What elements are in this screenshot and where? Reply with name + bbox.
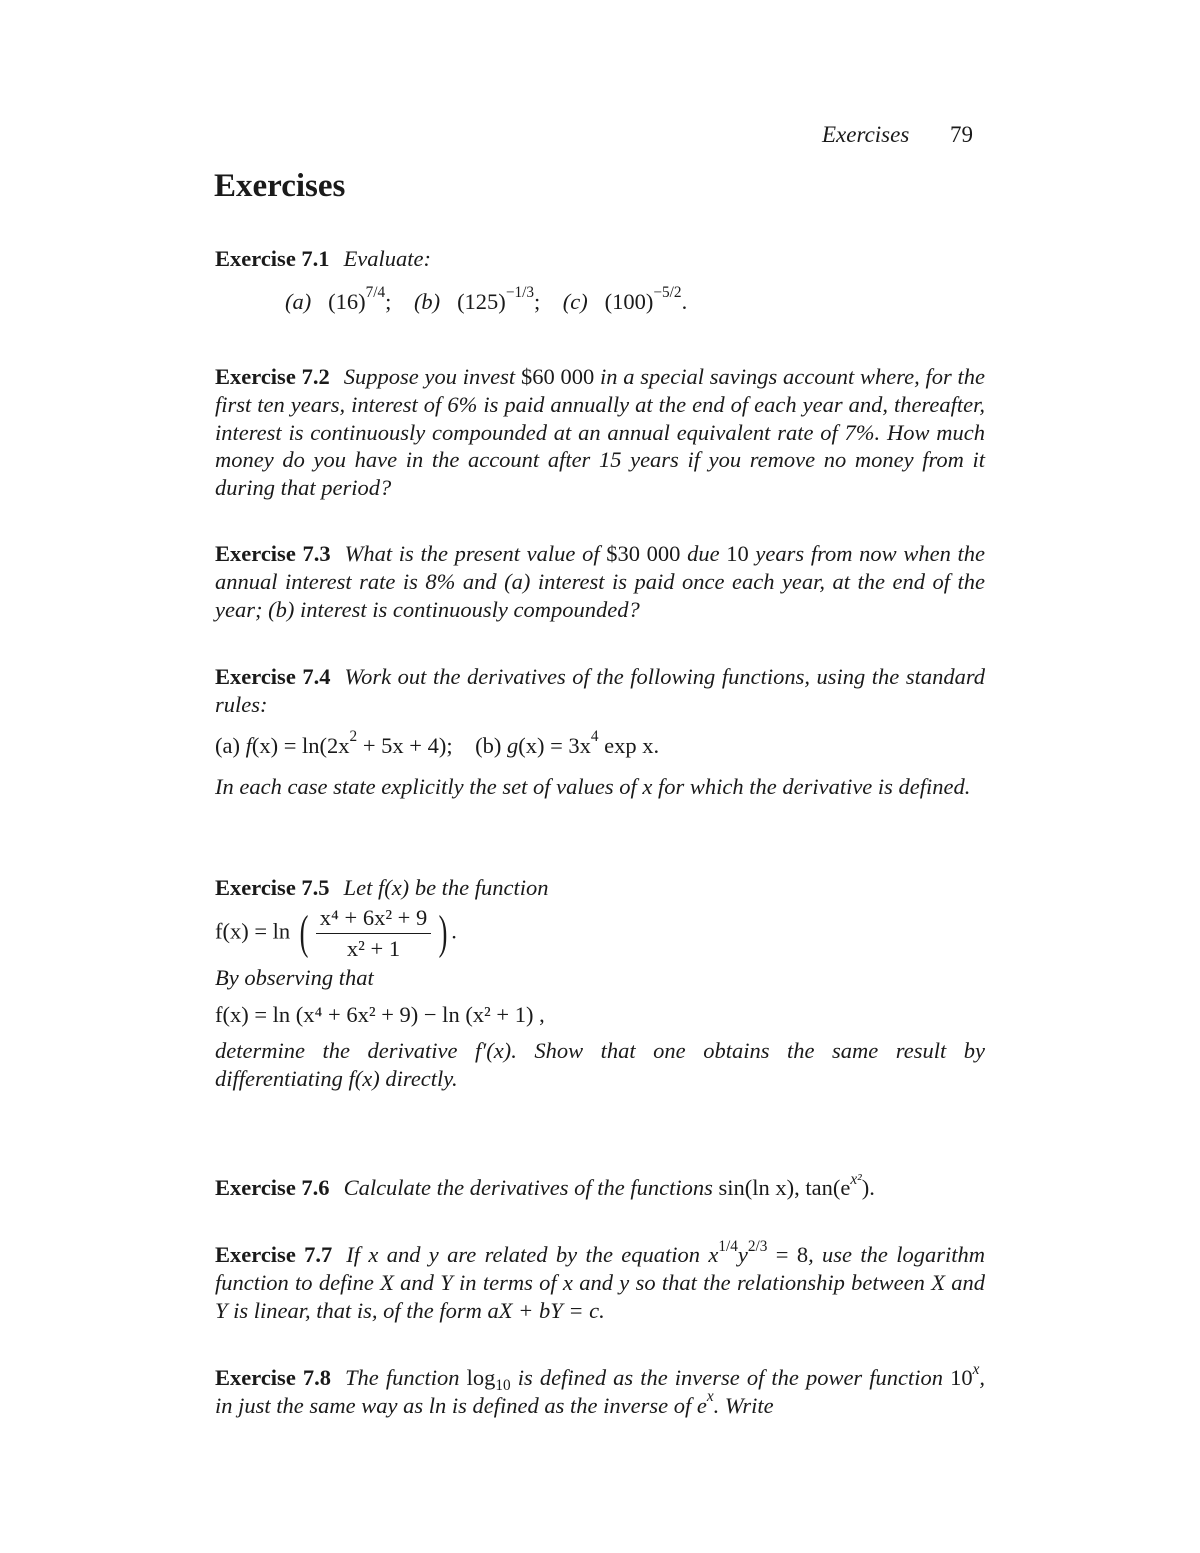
exercise-prompt: Evaluate: — [343, 246, 432, 271]
exercise-label: Exercise 7.8 — [215, 1365, 331, 1390]
display-equation: (a) $(16)^{7/4}$; (b) $(125)^{-1/3}$; (c) $(100)^{-5/2}$. — [285, 284, 688, 314]
exercise-7-8: Exercise 7.8 The function $\log_{10}$ is defined as the inverse of the power function 10$^x$, in just the same way as ln is defined as the inverse of $e^x$. Write — [215, 1360, 985, 1418]
exercise-label: Exercise 7.6 — [215, 1175, 330, 1200]
exercise-label: Exercise 7.1 — [215, 246, 330, 271]
exercise-7-6: Exercise 7.6 Calculate the derivatives of the functions sin(ln x), $\tan(e^{x^2})$. — [215, 1170, 875, 1200]
exercise-label: Exercise 7.5 — [215, 875, 330, 900]
exercise-label: Exercise 7.2 — [215, 364, 330, 389]
exercise-7-4: Exercise 7.4 Work out the derivatives of the following functions, using the standard rules: (a) $f(x) = \ln(2x^2 + 5x + 4)$; (b) $g(x) = 3x^4$ exp x. In each case state explicitly the set of values of x for which the derivative is defined. — [215, 664, 985, 800]
running-head — [822, 122, 973, 148]
display-equation: f(x) = ln ( $\frac{\text{x⁴ + 6x² + 9}}{\text{x² + 1}}$ ) . — [215, 904, 457, 961]
exercise-7-2: Exercise 7.2 Suppose you invest $60 000 in a special savings account where, for the first ten years, interest of 6% is paid annually at the end of each year and, thereafter, interest is continuously compounded at an annual equivalent rate of 7%. How much money do you have in the account after 15 years if you remove no money from it during that period? — [215, 364, 986, 501]
exercise-label: Exercise 7.7 — [215, 1242, 333, 1267]
exercise-label: Exercise 7.4 — [215, 664, 331, 689]
display-equation: f(x) = ln (x⁴ + 6x² + 9) − ln (x² + 1) , — [215, 1002, 545, 1028]
fraction: $\frac{\text{x⁴ + 6x² + 9}}{\text{x² + 1}}$ — [316, 904, 431, 963]
exercise-followup: In each case state explicitly the set of values of x for which the derivative is defined. — [215, 774, 971, 800]
exercise-7-5: Exercise 7.5 Let f(x) be the function f(x) = ln ( $\frac{\text{x⁴ + 6x² + 9}}{\text{x² + 1}}$ ) . By observing that f(x) = ln (x⁴ + 6x² + 9) − ln (x² + 1) , determine the derivative f′(x). Show that one obtains the same result by differentiating f(x) directly. — [215, 875, 985, 1091]
exercise-7-3: Exercise 7.3 What is the present value of $30 000 due 10 years from now when the annual interest rate is 8% and (a) interest is paid once each year, at the end of the year; (b) interest is continuously compounded? — [215, 541, 985, 622]
exercise-7-1 — [215, 245, 985, 316]
exercise-7-7: Exercise 7.7 If x and y are related by the equation $x^{1/4}y^{2/3} = 8$, use the logarithm function to define X and Y in terms of x and y so that the relationship between X and Y is linear, that is, of the form aX + bY = c. — [215, 1237, 985, 1323]
page-number: 79 — [950, 122, 973, 147]
display-equation: (a) $f(x) = \ln(2x^2 + 5x + 4)$; (b) $g(x) = 3x^4$ exp x. — [215, 728, 660, 758]
section-title: Exercises — [214, 168, 346, 204]
exercise-label: Exercise 7.3 — [215, 541, 331, 566]
running-head-title: Exercises — [822, 122, 910, 147]
